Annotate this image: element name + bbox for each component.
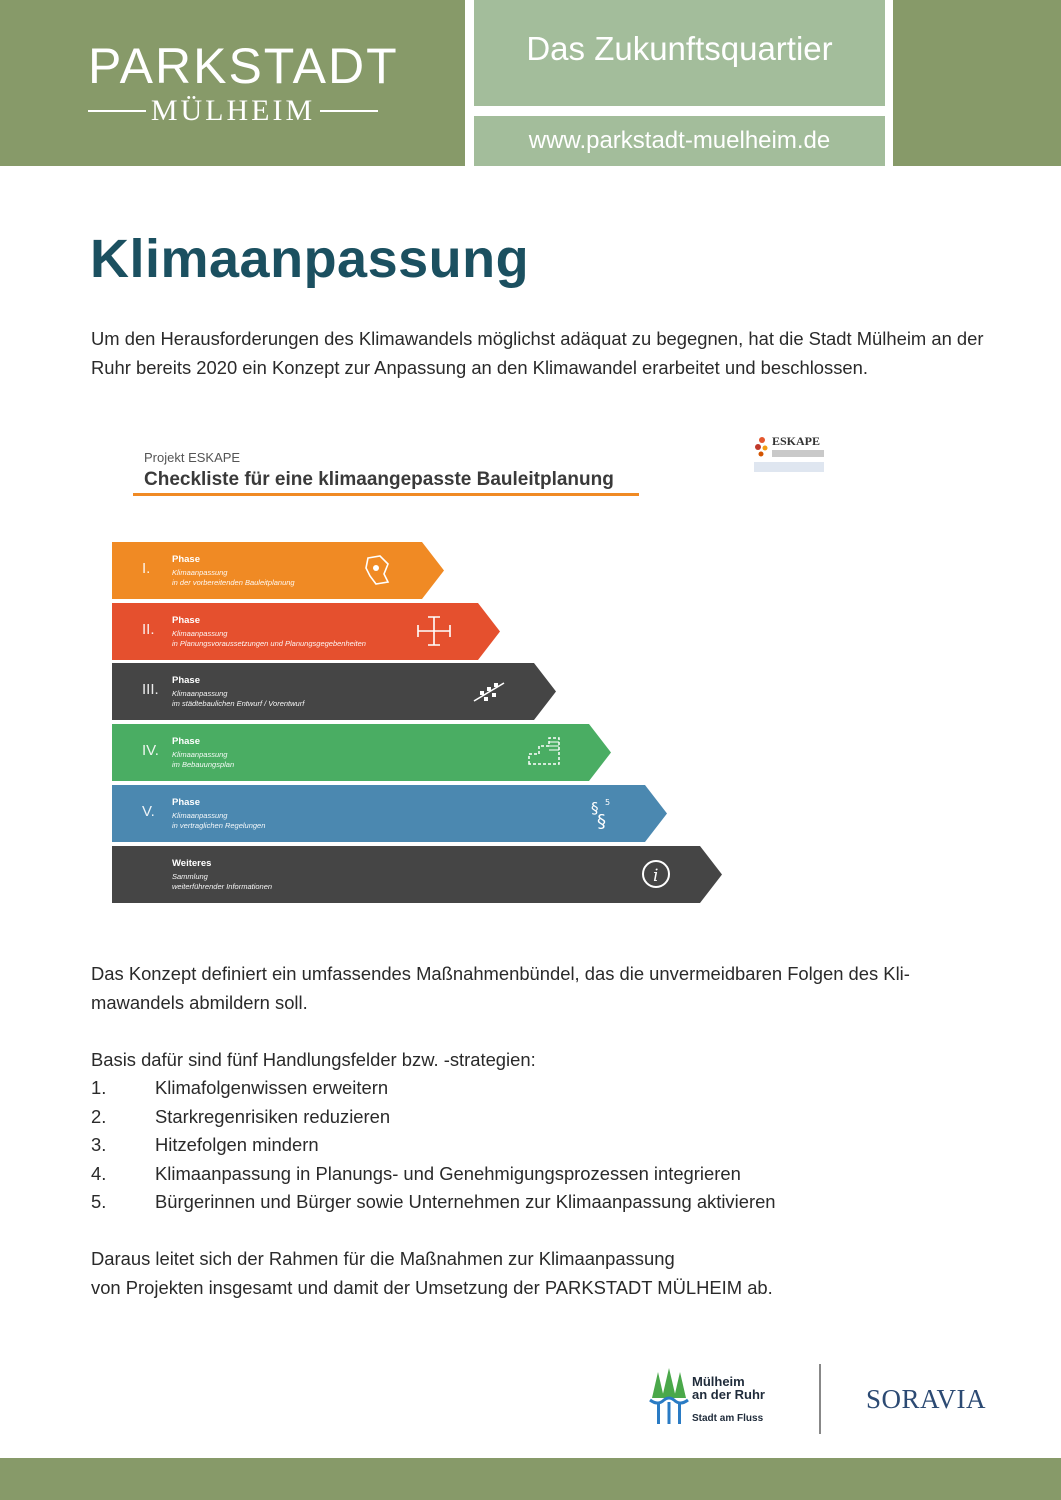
phase-arrow-5[interactable] <box>112 785 669 842</box>
phase-desc-1: Sammlung <box>172 872 208 881</box>
phase-arrow-2[interactable] <box>112 603 502 660</box>
info-icon <box>636 854 676 894</box>
phase-label: Phase <box>172 615 200 626</box>
phase-label: Phase <box>172 554 200 565</box>
phase-desc-1: Klimaanpassung <box>172 750 228 759</box>
eskape-checklist-figure <box>110 420 850 920</box>
figure-title: Checkliste für eine klimaangepasste Bauleitplanung <box>144 469 614 490</box>
logo-line-right <box>320 110 378 112</box>
phase-number: II. <box>142 621 155 638</box>
phase-desc-2: im Bebauungsplan <box>172 760 235 769</box>
muelheim-logo-line1: Mülheim <box>692 1374 745 1389</box>
phase-arrow-1[interactable] <box>112 542 446 599</box>
list-item: 3. Hitzefolgen mindern <box>91 1134 319 1155</box>
svg-text:i: i <box>653 866 659 886</box>
phase-label: Phase <box>172 736 200 747</box>
phase-desc-2: im städtebaulichen Entwurf / Vorentwurf <box>172 699 305 708</box>
phase-arrow-6[interactable] <box>112 846 724 903</box>
page-title: Klimaanpassung <box>90 229 530 289</box>
eskape-logo-text: ESKAPE <box>772 434 821 448</box>
phase-label: Weiteres <box>172 858 212 869</box>
footer-divider <box>819 1364 821 1434</box>
strategy-list <box>91 1074 776 1217</box>
phase-number: III. <box>142 681 159 698</box>
tagline: Das Zukunftsquartier <box>526 30 833 67</box>
figure-underline <box>133 493 639 496</box>
phase-desc-1: Klimaanpassung <box>172 811 228 820</box>
list-item: 4. Klimaanpassung in Planungs- und Genehmigungsprozessen integrieren <box>91 1162 741 1184</box>
conclusion-paragraph <box>91 1244 991 1302</box>
muelheim-logo-line2: an der Ruhr <box>692 1387 765 1402</box>
eskape-dots-icon <box>754 436 770 458</box>
logo-sub-text: MÜLHEIM <box>150 94 316 127</box>
phase-desc-1: Klimaanpassung <box>172 689 228 698</box>
intro-paragraph: Um den Herausforderungen des Klimawandels möglichst adäquat zu begegnen, hat die Stadt Mülheim an der Ruhr bereits 2020 ein Konzept zur Anpassung an den Klimawandel erarbeitet und beschlossen. <box>91 328 984 378</box>
website-link[interactable]: www.parkstadt-muelheim.de <box>528 127 831 154</box>
list-item: 2. Starkregenrisiken reduzieren <box>91 1105 391 1127</box>
phase-number: I. <box>142 560 151 577</box>
parkstadt-logo: PARKSTADT <box>88 38 399 94</box>
measure-icon <box>414 611 454 651</box>
conclusion-line-1: Daraus leitet sich der Rahmen für die Maßnahmen zur Klimaanpassung <box>91 1248 675 1269</box>
phase-arrow-4[interactable] <box>112 724 613 781</box>
eskape-logo-caption <box>772 450 824 457</box>
phase-number: V. <box>142 803 155 820</box>
list-item: 1. Klimafolgenwissen erweitern <box>91 1077 389 1098</box>
header-right-panel <box>893 0 1061 166</box>
soravia-logo: SORAVIA <box>866 1384 987 1414</box>
phase-number: IV. <box>142 742 159 759</box>
basis-paragraph: Basis dafür sind fünf Handlungsfelder bzw. -strategien: <box>91 1049 536 1070</box>
svg-text:§: § <box>591 799 599 817</box>
muelheim-logo-line3: Stadt am Fluss <box>692 1413 764 1424</box>
phase-label: Phase <box>172 797 200 808</box>
phase-desc-2: weiterführender Informationen <box>172 882 273 891</box>
conclusion-line-2: von Projekten insgesamt und damit der Umsetzung der PARKSTADT MÜLHEIM ab. <box>91 1277 773 1298</box>
paragraph-icon <box>581 793 621 833</box>
phase-desc-2: in vertraglichen Regelungen <box>172 821 266 830</box>
svg-text:§: § <box>597 811 606 832</box>
figure-subtitle: Projekt ESKAPE <box>144 450 241 465</box>
phase-desc-1: Klimaanpassung <box>172 629 228 638</box>
phase-desc-1: Klimaanpassung <box>172 568 228 577</box>
eskape-logo <box>750 432 830 476</box>
list-item: 5. Bürgerinnen und Bürger sowie Unternehmen zur Klimaanpassung aktivieren <box>91 1191 776 1212</box>
phase-desc-2: in der vorbereitenden Bauleitplanung <box>172 578 295 587</box>
phase-arrow-3[interactable] <box>112 663 558 720</box>
muelheim-logo <box>648 1368 788 1428</box>
footer-bar <box>0 1458 1061 1500</box>
map-icon <box>358 550 398 590</box>
concept-paragraph: Das Konzept definiert ein umfassendes Maßnahmenbündel, das die unvermeidbaren Folgen des Kli-mawandels abmildern soll. <box>91 963 910 1013</box>
muelheim-crest-icon <box>648 1368 690 1426</box>
parkstadt-logo-sub <box>88 96 378 126</box>
svg-text:5: 5 <box>605 798 611 807</box>
phase-label: Phase <box>172 675 200 686</box>
eskape-partner-logos <box>754 462 824 472</box>
phase-desc-2: in Planungsvoraussetzungen und Planungsgegebenheiten <box>172 639 366 648</box>
urban-plan-icon <box>470 671 510 711</box>
building-plan-icon <box>525 732 565 772</box>
logo-line-left <box>88 110 146 112</box>
